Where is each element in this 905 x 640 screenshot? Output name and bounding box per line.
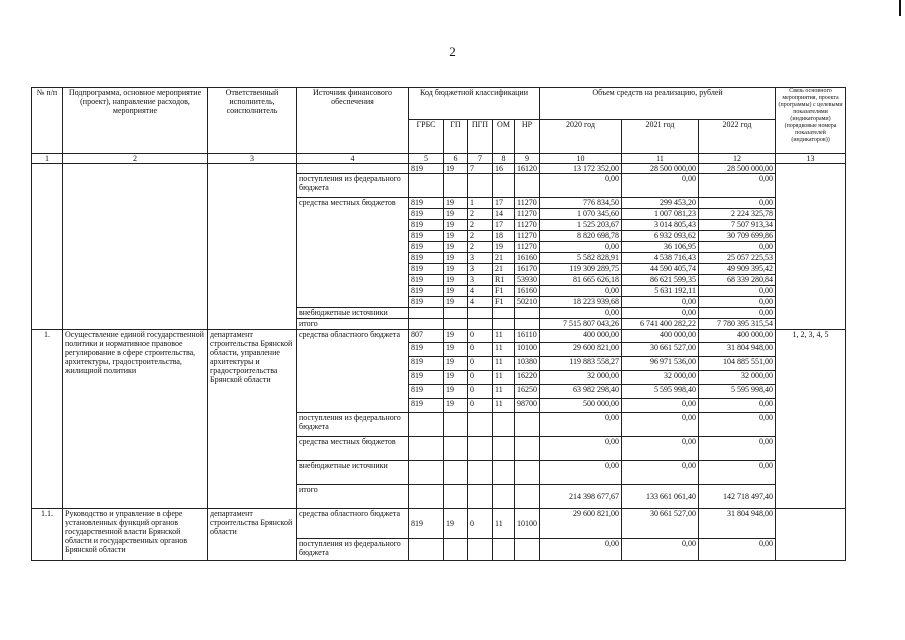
header-code: Код бюджетной классификации [409,88,540,120]
row-grbs: 819 [409,286,444,297]
row-y2022: 2 224 325,78 [699,209,776,220]
row-pgp: 0 [468,330,493,343]
row-y2020: 32 000,00 [540,371,622,385]
row-y2020: 13 172 352,00 [540,164,622,174]
row-y2022: 0,00 [699,437,776,461]
row-y2021: 5 631 192,11 [622,286,699,297]
row-grbs: 819 [409,357,444,371]
row-gp: 19 [444,253,468,264]
row-responsible: департамент строительства Брянской области [208,509,297,561]
row-y2021: 0,00 [622,174,699,198]
row-pgp [468,485,493,509]
row-link [776,509,846,561]
row-y2022: 28 500 000,00 [699,164,776,174]
row-om: 21 [493,253,515,264]
row-nr: 16170 [515,264,540,275]
header-source: Источник финансового обеспечения [297,88,409,154]
row-grbs: 819 [409,264,444,275]
row-y2020: 214 398 677,67 [540,485,622,509]
row-grbs: 819 [409,399,444,413]
column-number: 13 [776,154,846,164]
row-y2022: 104 885 551,00 [699,357,776,371]
row-y2021: 0,00 [622,437,699,461]
row-source: итого [297,485,409,509]
row-pgp: 2 [468,242,493,253]
header-om: ОМ [493,120,515,154]
row-y2022: 0,00 [699,286,776,297]
column-number: 4 [297,154,409,164]
row-y2020: 63 982 298,40 [540,385,622,399]
header-2021: 2021 год [622,120,699,154]
row-y2021: 0,00 [622,297,699,308]
row-pgp: 3 [468,264,493,275]
row-grbs: 819 [409,509,444,539]
row-responsible: департамент строительства Брянской области, управление архитектуры и градостроительства Брянской области [208,330,297,509]
row-source: поступления из федерального бюджета [297,174,409,198]
row-y2021: 30 661 527,00 [622,509,699,539]
header-program: Подпрограмма, основное мероприятие (проект), направление расходов, мероприятие [63,88,208,154]
row-nr [515,437,540,461]
row-nr: 16120 [515,164,540,174]
row-pgp: 0 [468,371,493,385]
row-y2021: 28 500 000,00 [622,164,699,174]
row-pgp [468,539,493,561]
row-y2020: 119 883 558,27 [540,357,622,371]
row-gp: 19 [444,198,468,209]
column-number-row [32,154,846,164]
row-om: 11 [493,357,515,371]
row-pgp: 0 [468,399,493,413]
table-row [32,509,846,539]
row-program: Осуществление единой государственной политики и нормативное правовое регулирование в сфере строительства, архитектуры, градостроительства, жилищной политики [63,330,208,509]
row-no: 1. [32,330,63,509]
row-y2022: 7 507 913,34 [699,220,776,231]
column-number: 11 [622,154,699,164]
row-nr: 98700 [515,399,540,413]
row-grbs [409,174,444,198]
row-program [63,164,208,330]
row-y2020: 0,00 [540,539,622,561]
budget-table [31,87,846,561]
row-gp: 19 [444,275,468,286]
row-grbs: 819 [409,343,444,357]
row-grbs [409,413,444,437]
row-gp: 19 [444,371,468,385]
row-y2020: 119 309 289,75 [540,264,622,275]
row-gp [444,539,468,561]
row-nr: 11270 [515,220,540,231]
row-pgp: 0 [468,343,493,357]
row-pgp: 2 [468,209,493,220]
row-gp: 19 [444,209,468,220]
row-y2022: 30 709 699,86 [699,231,776,242]
row-y2020: 1 525 203,67 [540,220,622,231]
row-gp [444,461,468,485]
row-source: средства местных бюджетов [297,198,409,308]
row-y2021: 30 661 527,00 [622,343,699,357]
row-grbs [409,485,444,509]
row-om: 11 [493,343,515,357]
row-y2020: 0,00 [540,174,622,198]
row-y2022: 31 804 948,00 [699,509,776,539]
row-grbs: 819 [409,385,444,399]
row-gp [444,308,468,319]
row-pgp: 4 [468,286,493,297]
row-om: 17 [493,220,515,231]
row-y2021: 6 741 400 282,22 [622,319,699,330]
row-grbs: 819 [409,275,444,286]
row-grbs: 819 [409,209,444,220]
row-om [493,308,515,319]
row-y2022: 31 804 948,00 [699,343,776,357]
row-grbs: 819 [409,242,444,253]
row-nr [515,174,540,198]
row-y2021: 0,00 [622,461,699,485]
column-number: 2 [63,154,208,164]
header-pgp: ПГП [468,120,493,154]
row-grbs: 819 [409,253,444,264]
row-y2022: 0,00 [699,174,776,198]
row-gp: 19 [444,330,468,343]
row-grbs: 819 [409,198,444,209]
row-nr: 53930 [515,275,540,286]
row-gp: 19 [444,242,468,253]
row-y2020: 400 000,00 [540,330,622,343]
row-y2021: 96 971 536,00 [622,357,699,371]
header-volume: Объем средств на реализацию, рублей [540,88,776,120]
row-grbs: 819 [409,220,444,231]
row-nr: 11270 [515,198,540,209]
row-y2020: 8 820 698,78 [540,231,622,242]
row-y2022: 0,00 [699,413,776,437]
row-gp: 19 [444,231,468,242]
row-y2021: 4 538 716,43 [622,253,699,264]
row-pgp [468,413,493,437]
row-y2020: 29 600 821,00 [540,343,622,357]
row-gp: 19 [444,220,468,231]
row-pgp: 3 [468,253,493,264]
row-gp: 19 [444,357,468,371]
row-y2022: 0,00 [699,539,776,561]
row-y2022: 68 339 280,84 [699,275,776,286]
row-y2020: 0,00 [540,461,622,485]
row-om: 19 [493,242,515,253]
header-2022: 2022 год [699,120,776,154]
row-link: 1, 2, 3, 4, 5 [776,330,846,509]
row-pgp: 2 [468,231,493,242]
row-nr [515,539,540,561]
row-pgp: 4 [468,297,493,308]
row-pgp: 7 [468,164,493,174]
table-row [32,164,846,174]
row-pgp [468,437,493,461]
column-number: 5 [409,154,444,164]
row-nr: 50210 [515,297,540,308]
row-y2022: 0,00 [699,198,776,209]
row-y2020: 7 515 807 043,26 [540,319,622,330]
row-om [493,461,515,485]
row-y2021: 0,00 [622,413,699,437]
top-block [32,164,846,330]
row-grbs: 819 [409,371,444,385]
row-pgp: 0 [468,385,493,399]
row-grbs [409,437,444,461]
row-nr [515,485,540,509]
row-link [776,164,846,330]
row-gp: 19 [444,399,468,413]
row-om [493,485,515,509]
row-om [493,413,515,437]
row-nr: 10100 [515,343,540,357]
column-number: 12 [699,154,776,164]
row-gp: 19 [444,297,468,308]
row-y2020: 0,00 [540,242,622,253]
row-om: 11 [493,330,515,343]
row-grbs: 819 [409,164,444,174]
row-y2022: 142 718 497,40 [699,485,776,509]
row-y2021: 36 106,95 [622,242,699,253]
row-om: 11 [493,399,515,413]
row-program: Руководство и управление в сфере установленных функций органов государственной власти Брянской области и государственных органов Брянской области [63,509,208,561]
row-y2021: 0,00 [622,308,699,319]
row-y2022: 0,00 [699,461,776,485]
row-nr [515,413,540,437]
column-number: 8 [493,154,515,164]
row-nr: 11270 [515,209,540,220]
row-y2021: 1 007 081,23 [622,209,699,220]
row-gp: 19 [444,343,468,357]
row-grbs [409,461,444,485]
row-om: 16 [493,164,515,174]
row-nr: 16160 [515,286,540,297]
header-nr: НР [515,120,540,154]
row-om [493,539,515,561]
row-y2022: 400 000,00 [699,330,776,343]
row-y2020: 0,00 [540,437,622,461]
row-source: средства местных бюджетов [297,437,409,461]
row-pgp: 1 [468,198,493,209]
row-pgp [468,174,493,198]
row-no: 1.1. [32,509,63,561]
header-responsible: Ответственный исполнитель, соисполнитель [208,88,297,154]
row-om: 14 [493,209,515,220]
row-gp: 19 [444,264,468,275]
column-number: 1 [32,154,63,164]
row-source [297,164,409,174]
row-y2020: 0,00 [540,286,622,297]
row-gp [444,413,468,437]
row-y2022: 7 780 395 315,54 [699,319,776,330]
header-grbs: ГРБС [409,120,444,154]
row-y2020: 776 834,50 [540,198,622,209]
row-y2020: 500 000,00 [540,399,622,413]
row-y2021: 299 453,20 [622,198,699,209]
row-om [493,437,515,461]
row-nr: 11270 [515,242,540,253]
row-source: поступления из федерального бюджета [297,413,409,437]
row-nr [515,308,540,319]
row-grbs: 819 [409,297,444,308]
row-source: средства областного бюджета [297,509,409,539]
row-y2020: 5 582 828,91 [540,253,622,264]
row-nr [515,461,540,485]
row-pgp: 0 [468,357,493,371]
row-source: поступления из федерального бюджета [297,539,409,561]
column-number: 3 [208,154,297,164]
row-om: 11 [493,371,515,385]
row-gp [444,319,468,330]
row-y2021: 5 595 998,40 [622,385,699,399]
row-y2020: 29 600 821,00 [540,509,622,539]
row-om: 21 [493,264,515,275]
row-y2022: 49 909 395,42 [699,264,776,275]
row-gp [444,485,468,509]
row-nr [515,319,540,330]
block-1-1 [32,509,846,561]
row-y2020: 81 665 626,18 [540,275,622,286]
row-pgp [468,319,493,330]
row-om: 11 [493,385,515,399]
row-y2020: 0,00 [540,308,622,319]
row-om: 17 [493,198,515,209]
row-y2021: 0,00 [622,539,699,561]
row-om: 11 [493,509,515,539]
row-nr: 16160 [515,253,540,264]
row-y2021: 32 000,00 [622,371,699,385]
row-source: итого [297,319,409,330]
row-responsible [208,164,297,330]
row-om: F1 [493,297,515,308]
row-y2020: 1 070 345,60 [540,209,622,220]
row-pgp: 0 [468,509,493,539]
table-row [32,330,846,343]
row-gp: 19 [444,509,468,539]
row-om: 18 [493,231,515,242]
row-source: средства областного бюджета [297,330,409,413]
row-y2022: 0,00 [699,399,776,413]
table-header [32,88,846,164]
row-om: F1 [493,286,515,297]
row-om: R1 [493,275,515,286]
row-gp: 19 [444,385,468,399]
row-y2021: 133 661 061,40 [622,485,699,509]
header-link: Связь основного мероприятия, проекта (программы) с целевыми показателями (индикаторами) (порядковые номера показателей (индикаторов)) [776,88,846,154]
row-nr: 11270 [515,231,540,242]
row-y2022: 32 000,00 [699,371,776,385]
row-grbs: 807 [409,330,444,343]
row-nr: 16110 [515,330,540,343]
row-y2021: 0,00 [622,399,699,413]
header-2020: 2020 год [540,120,622,154]
column-number: 6 [444,154,468,164]
row-gp: 19 [444,164,468,174]
column-number: 9 [515,154,540,164]
row-grbs [409,319,444,330]
row-y2021: 6 932 093,62 [622,231,699,242]
row-y2022: 25 057 225,53 [699,253,776,264]
row-om [493,174,515,198]
page-number: 2 [449,44,456,59]
row-y2020: 0,00 [540,413,622,437]
row-source: внебюджетные источники [297,461,409,485]
row-y2022: 0,00 [699,308,776,319]
row-y2020: 18 223 939,68 [540,297,622,308]
row-pgp [468,308,493,319]
block-1 [32,330,846,509]
row-source: внебюджетные источники [297,308,409,319]
row-grbs [409,539,444,561]
row-nr: 16250 [515,385,540,399]
row-y2022: 5 595 998,40 [699,385,776,399]
row-nr: 10380 [515,357,540,371]
row-y2022: 0,00 [699,242,776,253]
header-gp: ГП [444,120,468,154]
column-number: 7 [468,154,493,164]
row-gp [444,174,468,198]
row-gp [444,437,468,461]
row-nr: 16220 [515,371,540,385]
row-nr: 10100 [515,509,540,539]
row-pgp [468,461,493,485]
row-grbs: 819 [409,231,444,242]
row-y2021: 86 621 599,35 [622,275,699,286]
column-number: 10 [540,154,622,164]
row-y2021: 3 014 805,43 [622,220,699,231]
row-gp: 19 [444,286,468,297]
row-y2021: 44 590 405,74 [622,264,699,275]
row-grbs [409,308,444,319]
row-y2022: 0,00 [699,297,776,308]
row-pgp: 2 [468,220,493,231]
row-y2021: 400 000,00 [622,330,699,343]
row-om [493,319,515,330]
row-no [32,164,63,330]
header-no: № п/п [32,88,63,154]
edge-mark [899,0,901,16]
row-pgp: 3 [468,275,493,286]
